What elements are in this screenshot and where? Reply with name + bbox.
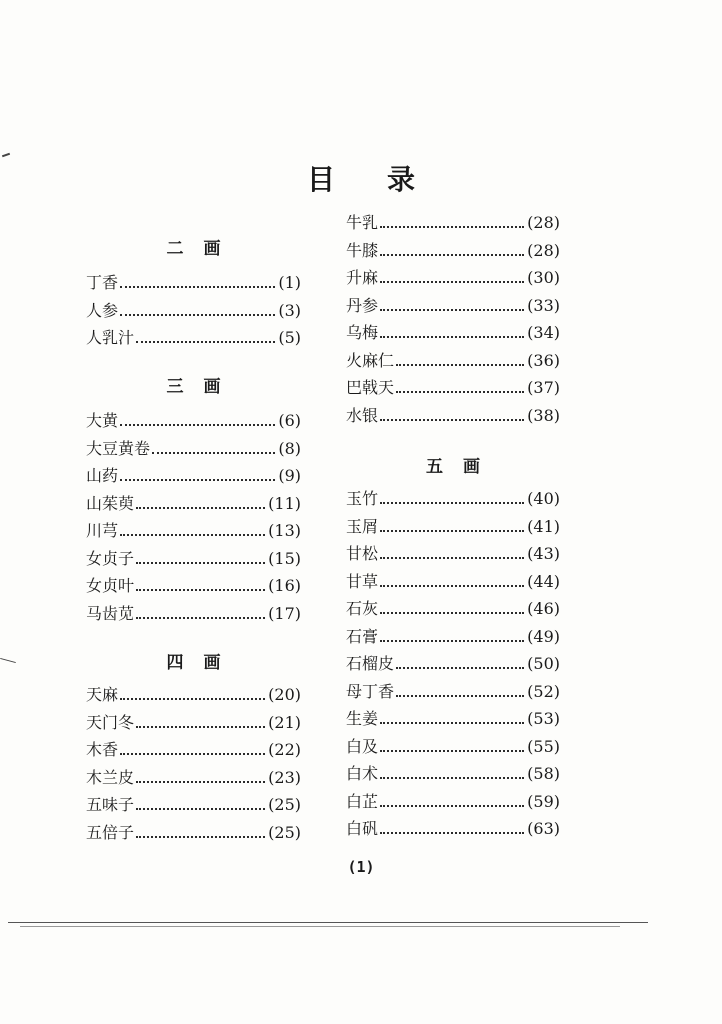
heading-char: 画 — [463, 457, 480, 477]
entry-name: 山茱萸 — [86, 493, 135, 513]
toc-entry[interactable] — [346, 212, 560, 234]
toc-entry[interactable] — [86, 548, 301, 570]
entry-name: 巴戟天 — [346, 378, 395, 397]
toc-entry[interactable] — [346, 791, 560, 813]
entry-name: 母丁香 — [346, 681, 395, 701]
leader-dots — [380, 529, 524, 532]
toc-entry[interactable] — [86, 272, 301, 294]
entry-page-number: (49) — [527, 626, 560, 646]
toc-entry[interactable] — [86, 300, 301, 322]
entry-page-number: (15) — [268, 548, 301, 568]
leader-dots — [136, 616, 265, 619]
toc-entry[interactable] — [86, 327, 301, 349]
entry-page-number: (16) — [268, 576, 301, 595]
toc-entry[interactable] — [346, 322, 560, 344]
leader-dots — [380, 418, 524, 421]
entry-page-number: (17) — [268, 603, 301, 623]
entry-name: 玉竹 — [346, 489, 379, 508]
entry-name: 火麻仁 — [346, 350, 395, 370]
entry-name: 木兰皮 — [86, 767, 135, 787]
toc-entry[interactable] — [346, 736, 560, 758]
entry-page-number: (46) — [527, 599, 560, 618]
leader-dots — [120, 423, 275, 426]
toc-entry[interactable] — [346, 516, 560, 538]
bottom-rule — [8, 922, 648, 923]
entry-page-number: (20) — [268, 685, 301, 704]
entry-name: 白及 — [346, 736, 379, 756]
leader-dots — [396, 363, 524, 366]
section-heading — [86, 648, 301, 673]
toc-entry[interactable] — [86, 493, 301, 515]
page-title — [0, 158, 722, 198]
heading-char: 画 — [203, 377, 221, 397]
entry-page-number: (58) — [527, 764, 560, 783]
leader-dots — [380, 776, 524, 779]
toc-entry[interactable] — [346, 240, 560, 262]
toc-entry[interactable] — [86, 739, 301, 761]
toc-entry[interactable] — [346, 377, 560, 399]
entry-page-number: (41) — [527, 516, 560, 536]
toc-entry[interactable] — [86, 822, 301, 844]
entry-page-number: (13) — [268, 521, 301, 540]
leader-dots — [136, 725, 265, 728]
entry-name: 马齿苋 — [86, 603, 135, 623]
title-char-1: 目 — [306, 163, 335, 196]
leader-dots — [380, 556, 524, 559]
leader-dots — [380, 639, 524, 642]
entry-name: 白芷 — [346, 791, 379, 811]
entry-page-number: (6) — [278, 411, 301, 430]
entry-name: 生姜 — [346, 709, 379, 728]
entry-page-number: (34) — [527, 323, 560, 342]
scan-mark-left-2 — [0, 658, 16, 663]
entry-name: 丁香 — [86, 273, 119, 292]
entry-name: 大豆黄卷 — [86, 438, 151, 458]
leader-dots — [380, 721, 524, 724]
toc-entry[interactable] — [346, 405, 560, 427]
leader-dots — [380, 749, 524, 752]
leader-dots — [136, 835, 265, 838]
toc-entry[interactable] — [346, 488, 560, 510]
leader-dots — [380, 584, 524, 587]
entry-page-number: (21) — [268, 712, 301, 732]
entry-name: 玉屑 — [346, 516, 379, 536]
entry-page-number: (23) — [268, 767, 301, 787]
heading-char: 四 — [166, 653, 184, 673]
entry-page-number: (63) — [527, 819, 560, 838]
entry-name: 五味子 — [86, 795, 135, 814]
entry-name: 大黄 — [86, 411, 119, 430]
entry-page-number: (1) — [278, 273, 301, 292]
footer-page-number: (1) — [347, 858, 375, 876]
toc-entry[interactable] — [86, 794, 301, 816]
entry-name: 甘草 — [346, 571, 379, 591]
leader-dots — [120, 697, 265, 700]
toc-entry[interactable] — [346, 626, 560, 648]
entry-name: 天门冬 — [86, 712, 135, 732]
toc-entry[interactable] — [346, 763, 560, 785]
toc-entry[interactable] — [86, 712, 301, 734]
entry-page-number: (36) — [527, 350, 560, 370]
entry-page-number: (30) — [527, 268, 560, 287]
entry-page-number: (53) — [527, 709, 560, 728]
leader-dots — [136, 561, 265, 564]
entry-page-number: (37) — [527, 378, 560, 397]
leader-dots — [380, 611, 524, 614]
entry-page-number: (25) — [268, 795, 301, 814]
entry-name: 女贞子 — [86, 548, 135, 568]
heading-char: 二 — [166, 239, 184, 259]
entry-name: 水银 — [346, 405, 379, 425]
entry-name: 天麻 — [86, 685, 119, 704]
entry-name: 石膏 — [346, 626, 379, 646]
entry-page-number: (55) — [527, 736, 560, 756]
toc-entry[interactable] — [86, 767, 301, 789]
toc-entry[interactable] — [346, 653, 560, 675]
toc-entry[interactable] — [346, 350, 560, 372]
toc-entry[interactable] — [86, 438, 301, 460]
section-heading — [86, 234, 301, 259]
leader-dots — [136, 340, 275, 343]
entry-name: 女贞叶 — [86, 576, 135, 595]
leader-dots — [380, 335, 524, 338]
section-heading — [86, 372, 301, 397]
entry-name: 牛乳 — [346, 213, 379, 232]
entry-page-number: (3) — [278, 300, 301, 320]
entry-name: 木香 — [86, 740, 119, 759]
entry-page-number: (28) — [527, 240, 560, 260]
heading-char: 画 — [203, 239, 221, 259]
entry-name: 丹参 — [346, 295, 379, 315]
leader-dots — [380, 225, 524, 228]
entry-page-number: (40) — [527, 489, 560, 508]
entry-name: 人乳汁 — [86, 328, 135, 347]
toc-entry[interactable] — [86, 684, 301, 706]
entry-name: 乌梅 — [346, 323, 379, 342]
leader-dots — [380, 308, 524, 311]
toc-entry[interactable] — [346, 543, 560, 565]
toc-entry[interactable] — [346, 267, 560, 289]
entry-page-number: (8) — [278, 438, 301, 458]
heading-char: 五 — [426, 457, 443, 477]
entry-name: 川芎 — [86, 521, 119, 540]
entry-name: 甘松 — [346, 544, 379, 563]
entry-page-number: (11) — [268, 493, 301, 513]
leader-dots — [380, 280, 524, 283]
leader-dots — [380, 253, 524, 256]
entry-page-number: (52) — [527, 681, 560, 701]
entry-name: 升麻 — [346, 268, 379, 287]
entry-name: 牛膝 — [346, 240, 379, 260]
scan-mark-left — [2, 153, 10, 158]
entry-page-number: (5) — [278, 328, 301, 347]
leader-dots — [120, 313, 275, 316]
entry-page-number: (50) — [527, 654, 560, 673]
entry-name: 石榴皮 — [346, 654, 395, 673]
heading-char: 画 — [203, 653, 221, 673]
leader-dots — [380, 804, 524, 807]
toc-entry[interactable] — [346, 598, 560, 620]
entry-page-number: (9) — [278, 466, 301, 485]
entry-name: 白矾 — [346, 819, 379, 838]
entry-page-number: (38) — [527, 405, 560, 425]
entry-page-number: (28) — [527, 213, 560, 232]
leader-dots — [120, 752, 265, 755]
toc-entry[interactable] — [346, 818, 560, 840]
toc-entry[interactable] — [86, 465, 301, 487]
leader-dots — [136, 780, 265, 783]
entry-name: 人参 — [86, 300, 119, 320]
leader-dots — [136, 588, 265, 591]
entry-name: 山药 — [86, 466, 119, 485]
leader-dots — [120, 285, 275, 288]
entry-page-number: (33) — [527, 295, 560, 315]
leader-dots — [396, 666, 524, 669]
leader-dots — [396, 694, 524, 697]
entry-page-number: (43) — [527, 544, 560, 563]
toc-entry[interactable] — [86, 575, 301, 597]
section-heading — [346, 452, 560, 477]
entry-page-number: (59) — [527, 791, 560, 811]
toc-entry[interactable] — [346, 681, 560, 703]
toc-entry[interactable] — [346, 295, 560, 317]
toc-entry[interactable] — [346, 708, 560, 730]
bottom-rule-faint — [20, 926, 620, 927]
toc-entry[interactable] — [86, 410, 301, 432]
toc-entry[interactable] — [86, 520, 301, 542]
leader-dots — [136, 506, 265, 509]
toc-entry[interactable] — [86, 603, 301, 625]
entry-page-number: (44) — [527, 571, 560, 591]
leader-dots — [120, 478, 275, 481]
leader-dots — [380, 501, 524, 504]
leader-dots — [120, 533, 265, 536]
entry-name: 五倍子 — [86, 822, 135, 842]
entry-page-number: (22) — [268, 740, 301, 759]
leader-dots — [396, 390, 524, 393]
entry-name: 白术 — [346, 764, 379, 783]
entry-name: 石灰 — [346, 599, 379, 618]
leader-dots — [136, 807, 265, 810]
heading-char: 三 — [166, 377, 184, 397]
leader-dots — [380, 831, 524, 834]
toc-entry[interactable] — [346, 571, 560, 593]
entry-page-number: (25) — [268, 822, 301, 842]
title-char-2: 录 — [387, 163, 416, 196]
leader-dots — [152, 451, 275, 454]
